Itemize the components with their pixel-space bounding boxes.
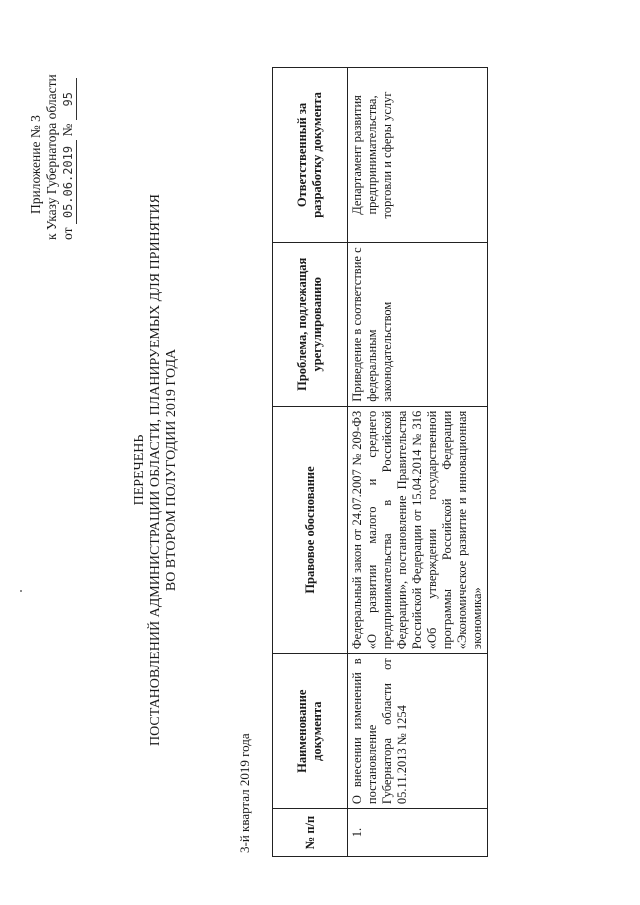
quarter-label: 3-й квартал 2019 года: [237, 733, 252, 853]
handwritten-date: 05.06.2019: [60, 140, 77, 224]
number-prefix: №: [60, 123, 75, 137]
cell-problem: Приведение в соответствие с федеральным законодательством: [348, 242, 488, 406]
title-line-1: ПЕРЕЧЕНЬ: [132, 434, 147, 506]
title-line-3: ВО ВТОРОМ ПОЛУГОДИИ 2019 ГОДА: [164, 348, 179, 592]
scan-speck: [20, 590, 22, 592]
cell-num: 1.: [348, 809, 488, 857]
date-prefix: от: [60, 227, 75, 240]
header-responsible: Ответственный за разработку документа: [273, 68, 348, 243]
appendix-header: [28, 74, 77, 240]
appendix-date-line: [60, 74, 77, 240]
header-problem: Проблема, подлежащая урегулированию: [273, 242, 348, 406]
cell-responsible: Департамент развития предпринимательства, торговли и сферы услуг: [348, 68, 488, 243]
title-line-2: ПОСТАНОВЛЕНИЙ АДМИНИСТРАЦИИ ОБЛАСТИ, ПЛАНИРУЕМЫХ ДЛЯ ПРИНЯТИЯ: [148, 194, 163, 747]
table-header-row: [273, 68, 348, 857]
header-legal: Правовое обоснование: [273, 406, 348, 654]
appendix-decree-ref: к Указу Губернатора области: [44, 74, 59, 240]
documents-table: [272, 67, 488, 857]
handwritten-number: 95: [60, 78, 77, 120]
cell-name: О внесении изменений в постановление Губернатора области от 05.11.2013 № 1254: [348, 654, 488, 809]
table-row: [348, 68, 488, 857]
header-name: Наименование документа: [273, 654, 348, 809]
header-num: № п/п: [273, 809, 348, 857]
appendix-number: Приложение № 3: [28, 115, 43, 214]
document-title: [132, 85, 180, 855]
cell-legal: Федеральный закон от 24.07.2007 № 209-ФЗ «О развитии малого и среднего предпринимательства в Российской Федерации», постановление Правительства Российской Федерации от 15.04.2014 № 316 «Об утверждении государственной программы Российской Федерации «Экономическое развитие и инновационная экономика»: [348, 406, 488, 654]
